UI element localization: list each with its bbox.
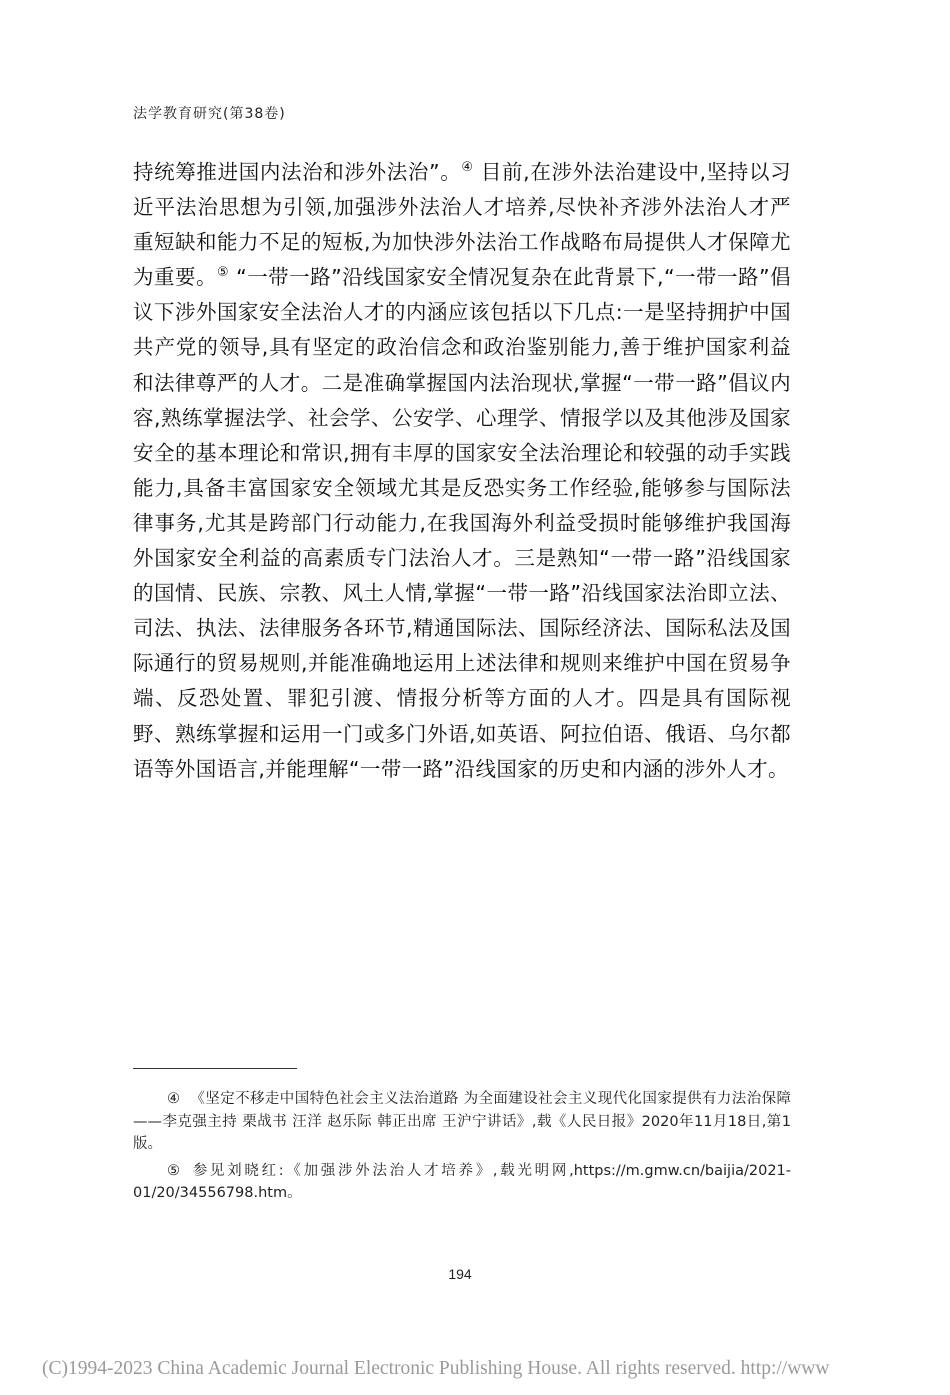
footnote-4-text: 《坚定不移走中国特色社会主义法治道路 为全面建设社会主义现代化国家提供有力法治保障——李克强主持 栗战书 汪洋 赵乐际 韩正出席 王沪宁讲话》,载《人民日报》2020年11月18日,第1版。 xyxy=(133,1091,792,1152)
footnote-5 xyxy=(133,1160,791,1205)
footnote-ref-5[interactable]: ⑤ xyxy=(216,265,230,281)
body-sentence-3: “一带一路”沿线国家安全情况复杂在此背景下,“一带一路”倡议下涉外国家安全法治人才的内涵应该包括以下几点:一是坚持拥护中国共产党的领导,具有坚定的政治信念和政治鉴别能力,善于维护国家利益和法律尊严的人才。二是准确掌握国内法治现状,掌握“一带一路”倡议内容,熟练掌握法学、社会学、公安学、心理学、情报学以及其他涉及国家安全的基本理论和常识,拥有丰厚的国家安全法治理论和较强的动手实践能力,具备丰富国家安全领域尤其是反恐实务工作经验,能够参与国际法律事务,尤其是跨部门行动能力,在我国海外利益受损时能够维护我国海外国家安全利益的高素质专门法治人才。三是熟知“一带一路”沿线国家的国情、民族、宗教、风土人情,掌握“一带一路”沿线国家法治即立法、司法、执法、法律服务各环节,精通国际法、国际经济法、国际私法及国际通行的贸易规则,并能准确地运用上述法律和规则来维护中国在贸易争端、反恐处置、罪犯引渡、情报分析等方面的人才。四是具有国际视野、熟练掌握和运用一门或多门外语,如英语、阿拉伯语、俄语、乌尔都语等外国语言,并能理解“一带一路”沿线国家的历史和内涵的涉外人才。 xyxy=(133,265,791,781)
body-paragraph xyxy=(133,155,791,787)
footnote-5-mark: ⑤ xyxy=(167,1162,183,1179)
footnote-ref-4[interactable]: ④ xyxy=(461,160,474,176)
copyright-watermark: (C)1994-2023 China Academic Journal Electronic Publishing House. All rights reserved. http://www xyxy=(42,1358,830,1379)
footnote-divider xyxy=(133,1068,297,1069)
footnotes xyxy=(133,1088,791,1209)
body-sentence-1: 持统筹推进国内法治和涉外法治”。 xyxy=(133,160,462,184)
body-sentence-2: 目前,在涉外法治建设中,坚持以习近平法治思想为引领,加强涉外法治人才培养,尽快补齐涉外法治人才严重短缺和能力不足的短板,为加快涉外法治工作战略布局提供人才保障尤为重要。 xyxy=(133,160,791,290)
footnote-4-mark: ④ xyxy=(167,1091,181,1107)
footnote-4 xyxy=(133,1088,791,1156)
footnote-5-text: 参见刘晓红:《加强涉外法治人才培养》,载光明网,https://m.gmw.cn/baijia/2021-01/20/34556798.htm。 xyxy=(133,1162,792,1201)
running-header: 法学教育研究(第38卷) xyxy=(133,106,286,122)
page-number: 194 xyxy=(448,1266,472,1282)
